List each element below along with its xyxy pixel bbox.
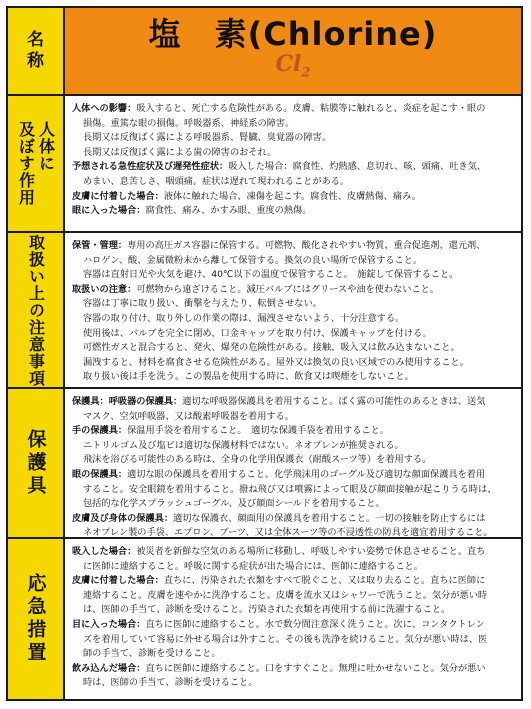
health-line [72, 204, 513, 219]
line-text: 専用の高圧ガス容器に保管する。可燃物、酸化されやすい物質、重合促進剤、還元剤、 [127, 240, 486, 251]
first-aid-line [72, 574, 513, 589]
health-effects-row [8, 96, 521, 233]
line-text: 飛沫を浴びる可能性のある時は、全身の化学用保護衣（耐酸スーツ等）を着用する。 [83, 454, 432, 466]
first-aid-label-text: 応急措置 [24, 573, 47, 665]
line-heading: 吸入した場合： [72, 546, 137, 557]
health-label-col-left: 及ぼす作用 [16, 121, 36, 206]
line-text: 吸入すると、死亡する危険性がある。皮膚、粘膜等に触れると、炎症を起こす・眼の [136, 103, 486, 114]
line-text: 容器の取り付け、取り外しの作業の際は、漏洩させないよう、十分注意する。 [83, 312, 405, 324]
line-text: に医師に連絡すること。呼吸に関する症状が出た場合には、医師に連絡すること。 [83, 560, 423, 572]
handling-line [72, 283, 513, 298]
line-heading: 皮膚に付着した場合： [72, 575, 164, 587]
handling-line [72, 356, 513, 371]
first-aid-line [72, 676, 513, 691]
health-line [72, 102, 513, 117]
line-text: 保温用手袋を着用すること。 適切な保護手袋を着用すること。 [127, 425, 389, 437]
protection-line [72, 512, 513, 527]
line-text: 吸入した場合：腐食性、灼熱感、息切れ、咳、頭痛、吐き気、 [228, 161, 486, 173]
protection-label-text: 保護具 [24, 428, 47, 498]
line-text: ネオプレン製の手袋、エプロン、ブーツ、又は全体スーツ等の不浸透性の防具を適宜着用すること。 [83, 527, 493, 539]
protection-line [72, 468, 513, 483]
line-heading: 目に入った場合： [72, 618, 146, 630]
health-line [72, 190, 513, 205]
handling-label [8, 233, 65, 387]
line-text: 腐食性、痛み、かすみ眼、重度の熱傷。 [145, 205, 312, 217]
first-aid-line [72, 603, 513, 618]
name-label-line1: 名 [27, 30, 44, 50]
protection-label [8, 389, 65, 537]
first-aid-line [72, 662, 513, 677]
line-text: 時は、医師の手当て、診断を受けること。 [83, 677, 258, 689]
name-label-line2: 称 [27, 51, 44, 71]
handling-line [72, 370, 513, 385]
first-aid-line [72, 647, 513, 662]
line-text: 直ちに医師に連絡すること。口をすすぐこと。無理に吐かせないこと。気分が悪い [145, 662, 486, 674]
handling-line [72, 254, 513, 269]
first-aid-line [72, 589, 513, 604]
handling-line [72, 239, 513, 254]
line-text: 容器は丁寧に取り扱い、衝撃を与えたり、転倒させない。 [83, 298, 322, 310]
line-heading: 眼の保護具： [72, 468, 128, 480]
first-aid-label [8, 539, 65, 699]
chemical-formula [65, 52, 521, 85]
formula-main: Cl [275, 51, 302, 77]
health-effects-label [8, 96, 65, 231]
line-text: 可燃物から遠ざけること。減圧バルブにはグリースや油を使わないこと。 [136, 283, 440, 295]
line-text: 長期又は反復ばく露による呼吸器系、腎臓、臭覚器の障害。 [83, 132, 332, 144]
line-text: 師の手当て、診断を受けること。 [83, 648, 221, 660]
line-heading: 予想される急性症状及び遅発性症状： [72, 161, 229, 173]
line-text: 容器は直射日光や火気を避け、40℃以下の温度で保管すること。 施錠して保管すること。 [83, 269, 459, 281]
protection-content [65, 389, 521, 537]
line-text: 適切な呼吸器保護具を着用すること。ばく露の可能性のあるときは、送気 [182, 396, 486, 407]
line-text: 液体に触れた場合、凍傷を起こす。腐食性、皮膚熱傷、痛み。 [163, 190, 421, 202]
first-aid-line [72, 545, 513, 560]
name-content [65, 8, 521, 94]
first-aid-content [65, 539, 521, 699]
health-line [72, 131, 513, 146]
first-aid-line [72, 618, 513, 633]
line-text: 漏洩すると、材料を腐食させる危険性がある。屋外又は換気の良い区域でのみ使用すること。 [83, 356, 469, 368]
line-text: 長期又は反復ばく露による歯の障害のおそれ。 [83, 146, 277, 158]
line-heading: 手の保護具： [72, 425, 128, 437]
line-text: 使用後は、バルブを完全に閉め、口金キャップを取り付け、保護キャップを付ける。 [83, 327, 432, 339]
line-text: 直ちに医師に連絡すること。水で数分間注意深く洗うこと。次に、コンタクトレン [145, 618, 485, 630]
health-line [72, 117, 513, 132]
line-text: めまい、息苦しさ、咽頭痛。症状は遅れて現われることがある。 [83, 175, 350, 187]
handling-line [72, 297, 513, 312]
health-effects-content [65, 96, 521, 231]
line-text: マスク、空気呼吸器、又は酸素呼吸器を着用する。 [83, 410, 294, 422]
protection-line [72, 497, 513, 512]
line-text: 被災者を新鮮な空気のある場所に移動し、呼吸しやすい姿勢で休息させること。直ち [136, 546, 486, 557]
handling-line [72, 327, 513, 342]
line-heading: 保護具：呼吸器の保護具： [72, 396, 183, 407]
handling-content [65, 233, 521, 387]
protection-line [72, 424, 513, 439]
line-heading: 取扱いの注意： [72, 283, 137, 295]
line-text: 包括的な化学スプラッシュゴーグル、及び顔面シールドを着用すること。 [83, 498, 385, 510]
handling-label-text: 取扱い上の注意事項 [26, 233, 46, 387]
name-label [8, 8, 65, 94]
line-heading: 保管・管理： [72, 240, 128, 251]
health-line [72, 175, 513, 190]
health-label-col-right: 人体に [36, 121, 56, 172]
substance-title: 塩 素(Chlorine) [148, 15, 438, 53]
chemical-safety-sign [6, 6, 523, 701]
line-text: 可燃性ガスと混合すると、発火、爆発の危険性がある。接触、吸入又は飲み込まないこと。 [83, 342, 460, 354]
handling-row [8, 233, 521, 389]
protection-line [72, 410, 513, 425]
first-aid-row [8, 539, 521, 699]
name-row [8, 8, 521, 96]
health-line [72, 160, 513, 175]
line-text: ニトリルゴム及び塩ビは適切な保護材料ではない。ネオプレンが推奨される。 [83, 439, 404, 451]
line-text: 連絡すること。皮膚を速やかに洗浄すること。皮膚を流水又はシャワーで洗うこと。気分が悪い時 [83, 589, 488, 601]
line-text: 損傷。重篤な眼の損傷。呼吸器系、神経系の障害。 [83, 117, 295, 129]
line-heading: 皮膚及び身体の保護具： [72, 512, 174, 524]
line-text: すること。安全眼鏡を着用すること。撥ね飛び又は噴霧によって眼及び顔面接触が起こりうる時は、 [83, 483, 497, 495]
line-heading: 飲み込んだ場合： [72, 662, 146, 674]
first-aid-line [72, 560, 513, 575]
protection-line [72, 395, 513, 410]
protection-line [72, 483, 513, 498]
protection-line [72, 453, 513, 468]
line-heading: 皮膚に付着した場合： [72, 190, 164, 202]
handling-line [72, 268, 513, 283]
line-text: ハロゲン、酸、金属微粉末から離して保管する。換気の良い場所で保管すること。 [83, 254, 423, 266]
line-text: は、医師の手当て、診断を受けること。汚染された衣類を再使用する前に洗濯すること。 [83, 604, 451, 616]
line-text: 適切な保護衣、顔面用の保護具を着用すること。一切の接触を防止するには [173, 512, 486, 524]
protection-row [8, 389, 521, 539]
formula-subscript: 2 [301, 65, 311, 81]
line-text: 取り扱い後は手を洗う。この製品を使用する時に、飲食又は喫煙をしないこと。 [83, 371, 414, 383]
protection-line [72, 439, 513, 454]
handling-line [72, 341, 513, 356]
line-text: 直ちに、汚染された衣類をすべて脱ぐこと、又は取り去ること。直ちに医師に [163, 575, 486, 587]
line-heading: 眼に入った場合： [72, 205, 146, 217]
handling-line [72, 312, 513, 327]
health-line [72, 146, 513, 161]
line-heading: 人体への影響： [72, 103, 137, 114]
first-aid-line [72, 633, 513, 648]
line-text: 適切な眼の保護具を着用すること。化学飛沫用のゴーグル及び適切な顔面保護具を着用 [127, 468, 486, 480]
line-text: ズを着用していて容易に外せる場合は外すこと。その後も洗浄を続けること。気分が悪い時は、医 [83, 633, 488, 645]
